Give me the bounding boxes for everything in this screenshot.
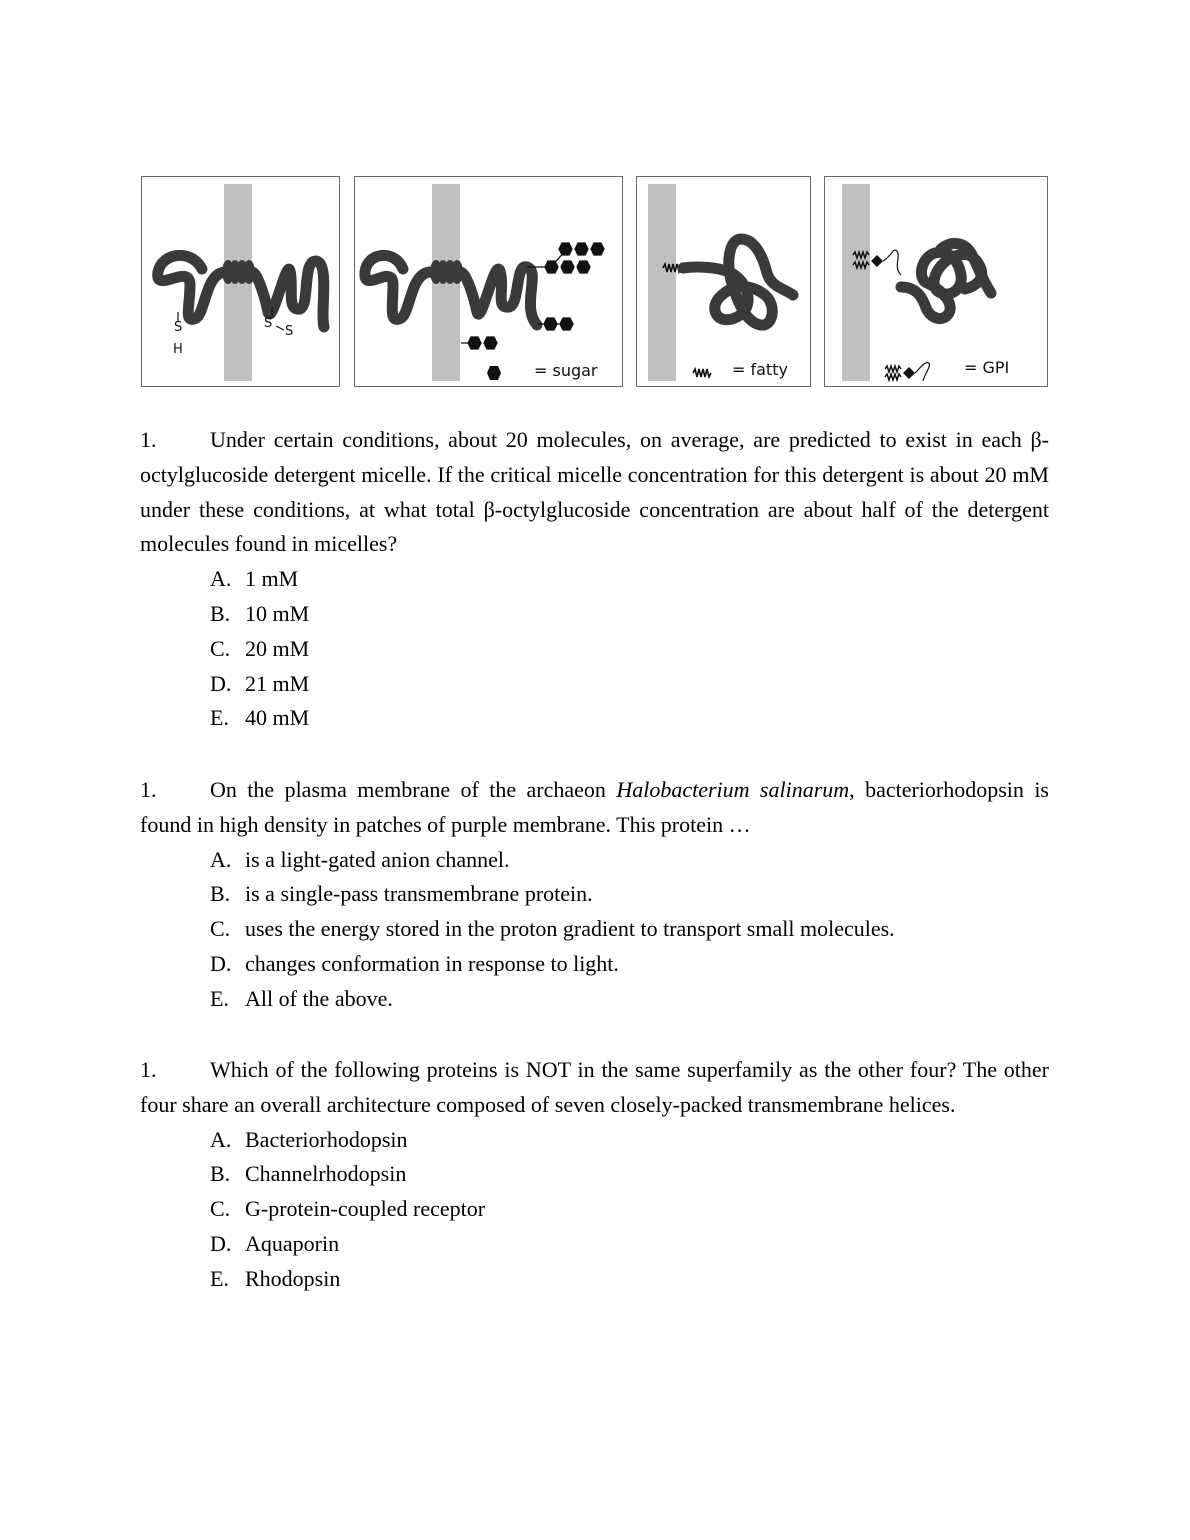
- membrane-bilayer: [648, 184, 676, 381]
- option-letter: A.: [210, 566, 232, 592]
- option-text: 10 mM: [245, 600, 310, 626]
- disulfide-protein-diagram: [142, 177, 340, 387]
- option-c[interactable]: [140, 912, 1049, 947]
- option-letter: A.: [210, 1126, 232, 1152]
- option-text: changes conformation in response to light.: [245, 950, 619, 976]
- figure-panel-glycosylated: [354, 176, 623, 387]
- option-letter: C.: [210, 1196, 231, 1222]
- option-text: 20 mM: [245, 635, 310, 661]
- gpi-glycan-linker: [883, 250, 901, 275]
- question-stem: [140, 1053, 1049, 1123]
- option-a[interactable]: [140, 562, 1049, 597]
- sugar-chain-top: [527, 243, 604, 273]
- option-d[interactable]: [140, 667, 1049, 702]
- option-text: Bacteriorhodopsin: [245, 1126, 408, 1152]
- option-text: is a single-pass transmembrane protein.: [245, 881, 593, 907]
- sulfur-label-bond-b: S: [285, 324, 294, 339]
- sugar-hexagon-icon: [487, 366, 501, 380]
- hydrogen-label: H: [173, 342, 183, 357]
- answer-options: [140, 843, 1049, 1017]
- option-letter: E.: [210, 1265, 229, 1291]
- species-name: Halobacterium salinarum: [616, 777, 850, 802]
- question-number: 1.: [140, 427, 157, 452]
- option-letter: E.: [210, 705, 229, 731]
- option-text: 21 mM: [245, 670, 310, 696]
- sulfur-label-free: S: [174, 320, 183, 335]
- option-e[interactable]: [140, 701, 1049, 736]
- option-text: G-protein-coupled receptor: [245, 1196, 486, 1222]
- option-text: Channelrhodopsin: [245, 1161, 407, 1187]
- option-b[interactable]: [140, 1157, 1049, 1192]
- question-bacteriorhodopsin: [140, 773, 1049, 1017]
- option-letter: B.: [210, 1161, 231, 1187]
- sugar-chain-cytoplasm: [461, 337, 497, 349]
- option-letter: D.: [210, 950, 232, 976]
- glycosylated-protein-diagram: [355, 177, 623, 387]
- option-b[interactable]: [140, 877, 1049, 912]
- option-letter: E.: [210, 985, 229, 1011]
- option-a[interactable]: [140, 843, 1049, 878]
- polypeptide-chain: [683, 239, 793, 325]
- option-d[interactable]: [140, 1227, 1049, 1262]
- option-text: Rhodopsin: [245, 1265, 341, 1291]
- option-letter: D.: [210, 1230, 232, 1256]
- option-text: Aquaporin: [245, 1230, 340, 1256]
- membrane-bilayer: [842, 184, 870, 381]
- question-stem: [140, 773, 1049, 843]
- answer-options: [140, 562, 1049, 736]
- gpi-anchor-icon: [885, 363, 929, 381]
- question-text: Which of the following proteins is NOT in the same superfamily as the other four? The other four share an overall architecture composed of seven closely-packed transmembrane helices.: [140, 1057, 1049, 1117]
- gpi-phosphate: [871, 255, 883, 267]
- sulfur-label-bond-a: S: [264, 316, 273, 331]
- question-text-part: , bacteriorhodopsin is found in high density in patches of purple membrane. This protein …: [140, 777, 1049, 837]
- transmembrane-helix: [430, 260, 463, 284]
- disulfide-bond-2: [276, 326, 284, 330]
- option-letter: B.: [210, 881, 231, 907]
- question-superfamily: [140, 1053, 1049, 1297]
- option-letter: A.: [210, 846, 232, 872]
- fatty-acylated-protein-diagram: [637, 177, 811, 387]
- option-letter: C.: [210, 635, 231, 661]
- answer-options: [140, 1123, 1049, 1297]
- question-number: 1.: [140, 1057, 157, 1082]
- option-c[interactable]: [140, 1192, 1049, 1227]
- figure-panel-gpi-anchored: [824, 176, 1048, 387]
- option-text: 40 mM: [245, 705, 310, 731]
- figure-panel-disulfide: [141, 176, 340, 387]
- gpi-anchored-protein-diagram: [825, 177, 1048, 387]
- transmembrane-helix: [222, 260, 255, 284]
- gpi-legend: = GPI: [964, 358, 1010, 377]
- question-stem: [140, 423, 1049, 562]
- figure-panel-fatty-acylated: [636, 176, 811, 387]
- fatty-legend: = fatty: [732, 360, 788, 379]
- option-letter: D.: [210, 670, 232, 696]
- question-number: 1.: [140, 777, 157, 802]
- sugar-chain-bottom: [537, 318, 573, 330]
- option-letter: B.: [210, 600, 231, 626]
- option-e[interactable]: [140, 1262, 1049, 1297]
- option-c[interactable]: [140, 632, 1049, 667]
- option-e[interactable]: [140, 982, 1049, 1017]
- fatty-chain-icon: [693, 369, 711, 377]
- option-text: is a light-gated anion channel.: [245, 846, 510, 872]
- question-text: Under certain conditions, about 20 molecules, on average, are predicted to exist in each β-octylglucoside detergent micelle. If the critical micelle concentration for this detergent is about 20 mM under these conditions, at what total β-octylglucoside concentration are about half of the detergent molecules found in micelles?: [140, 427, 1049, 557]
- option-text: uses the energy stored in the proton gradient to transport small molecules.: [245, 916, 895, 942]
- question-micelle: [140, 423, 1049, 736]
- option-b[interactable]: [140, 597, 1049, 632]
- option-text: 1 mM: [245, 566, 299, 592]
- option-a[interactable]: [140, 1123, 1049, 1158]
- option-d[interactable]: [140, 947, 1049, 982]
- polypeptide-chain: [901, 243, 991, 318]
- option-letter: C.: [210, 916, 231, 942]
- sugar-legend: = sugar: [534, 361, 598, 380]
- option-text: All of the above.: [245, 985, 393, 1011]
- question-text-part: On the plasma membrane of the archaeon: [210, 777, 617, 802]
